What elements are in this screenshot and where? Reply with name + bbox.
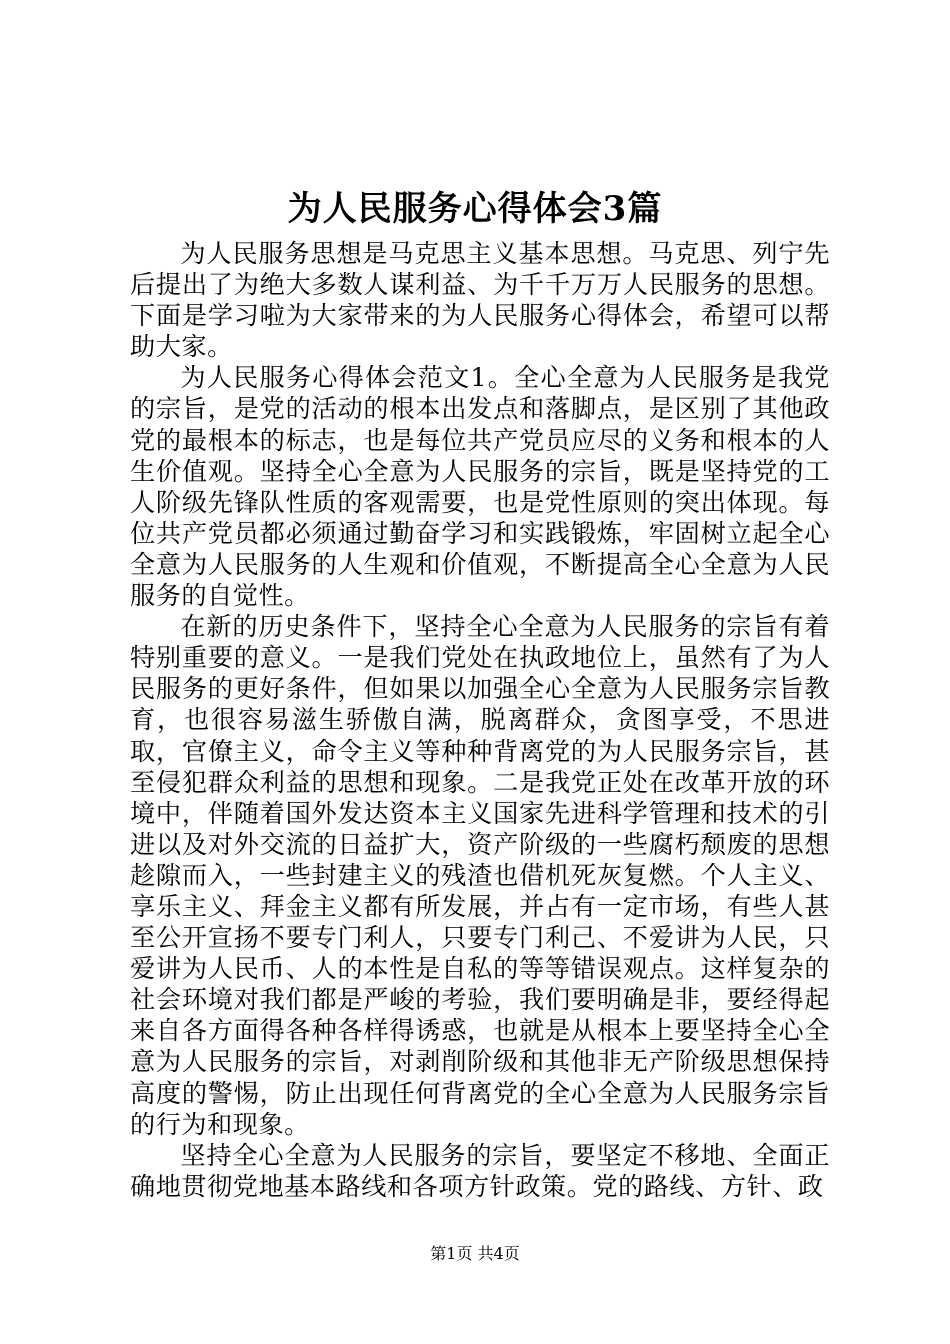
page-number-footer: 第1页 共4页	[430, 1244, 520, 1263]
paragraph-intro: 为人民服务思想是马克思主义基本思想。马克思、列宁先后提出了为绝大多数人谋利益、为千千万万人民服务的思想。下面是学习啦为大家带来的为人民服务心得体会，希望可以帮助大家。	[130, 239, 830, 362]
document-body	[130, 238, 830, 1202]
paragraph-historical-conditions: 在新的历史条件下，坚持全心全意为人民服务的宗旨有着特别重要的意义。一是我们党处在执政地位上，虽然有了为人民服务的更好条件，但如果以加强全心全意为人民服务宗旨教育，也很容易滋生骄傲自满，脱离群众，贪图享受，不思进取，官僚主义，命令主义等种种背离党的为人民服务宗旨，甚至侵犯群众利益的思想和现象。二是我党正处在改革开放的环境中，伴随着国外发达资本主义国家先进科学管理和技术的引进以及对外交流的日益扩大，资产阶级的一些腐朽颓废的思想趁隙而入，一些封建主义的残渣也借机死灰复燃。个人主义、享乐主义、拜金主义都有所发展，并占有一定市场，有些人甚至公开宣扬不要专门利人，只要专门利己、不爱讲为人民，只爱讲为人民币、人的本性是自私的等等错误观点。这样复杂的社会环境对我们都是严峻的考验，我们要明确是非，要经得起来自各方面得各种各样得诱惑，也就是从根本上要坚持全心全意为人民服务的宗旨，对剥削阶级和其他非无产阶级思想保持高度的警惕，防止出现任何背离党的全心全意为人民服务宗旨的行为和现象。	[130, 612, 830, 1139]
paragraph-party-line: 坚持全心全意为人民服务的宗旨，要坚定不移地、全面正确地贯彻党地基本路线和各项方针政策。党的路线、方针、政	[130, 1140, 830, 1201]
document-title: 为人民服务心得体会3篇	[287, 189, 663, 229]
paragraph-sample-1: 为人民服务心得体会范文1。全心全意为人民服务是我党的宗旨，是党的活动的根本出发点和落脚点，是区别了其他政党的最根本的标志，也是每位共产党员应尽的义务和根本的人生价值观。坚持全心全意为人民服务的宗旨，既是坚持党的工人阶级先锋队性质的客观需要，也是党性原则的突出体现。每位共产党员都必须通过勤奋学习和实践锻炼，牢固树立起全心全意为人民服务的人生观和价值观，不断提高全心全意为人民服务的自觉性。	[130, 363, 830, 611]
